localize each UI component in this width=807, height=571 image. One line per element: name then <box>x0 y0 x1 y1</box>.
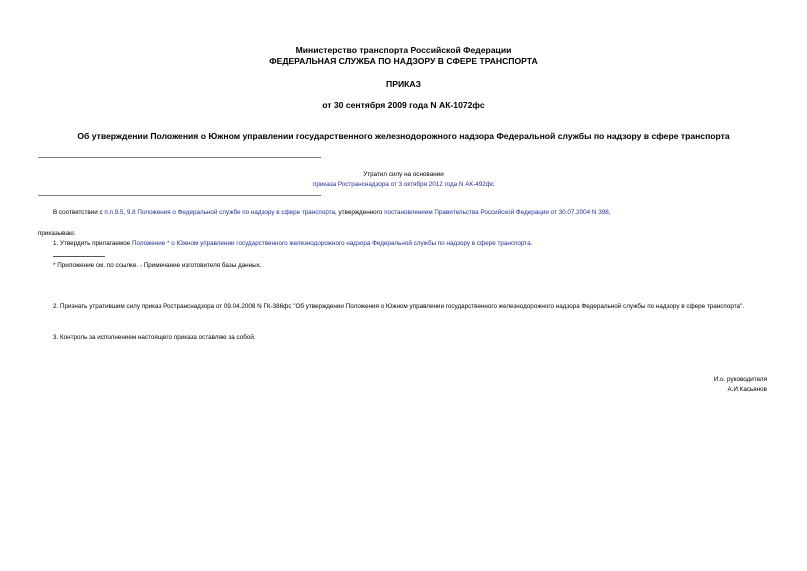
item-1-prefix: 1. Утвердить прилагаемое <box>53 240 132 247</box>
order-word: приказываю: <box>38 230 76 237</box>
regulation-link[interactable]: п.п.9.5, 9.8 Положения о Федеральной службе по надзору в сфере транспорта <box>104 209 336 216</box>
ministry-name: Министерство транспорта Российской Федерации <box>295 45 512 55</box>
preamble-prefix: В соответствии с <box>53 209 105 216</box>
preamble-suffix: , <box>608 209 611 216</box>
item-1 <box>53 239 532 248</box>
item-1-suffix: . <box>530 240 533 247</box>
regulation-appendix-link[interactable]: Положение * о Южном управлении государственного железнодорожного надзора Федеральной службы по надзору в сфере транспорта <box>131 240 531 247</box>
signature-name: А.И.Касьянов <box>727 386 767 393</box>
repeal-order-link[interactable]: приказа Ространснадзора от 3 октября 2012 года N АК-492фс <box>312 181 495 188</box>
item-2: 2. Признать утратившим силу приказ Ространснадзора от 09.04.2008 N ГК-386фс "Об утверждении Положения о Южном управлении государственного железнодорожного надзора Федеральной службы по надзору в сфере транспорта". <box>53 303 744 310</box>
footnote-rule <box>53 256 105 257</box>
document-title: Об утверждении Положения о Южном управлении государственного железнодорожного надзора Федеральной службы по надзору в сфере транспорта <box>77 131 730 141</box>
footnote: * Приложение см. по ссылке. - Примечание изготовителя базы данных. <box>53 262 262 269</box>
status-text: Утратил силу на основании <box>363 171 444 178</box>
divider-bottom <box>38 195 321 196</box>
item-3: 3. Контроль за исполнением настоящего приказа оставляю за собой. <box>53 334 256 341</box>
service-name: ФЕДЕРАЛЬНАЯ СЛУЖБА ПО НАДЗОРУ В СФЕРЕ ТРАНСПОРТА <box>269 56 538 66</box>
preamble-middle: , утвержденного <box>335 209 385 216</box>
government-decree-link[interactable]: постановлением Правительства Российской Федерации от 30.07.2004 N 398 <box>384 209 609 216</box>
signature-position: И.о. руководителя <box>713 376 767 383</box>
document-type: ПРИКАЗ <box>386 79 421 89</box>
divider-top <box>38 157 321 158</box>
preamble-paragraph <box>38 208 774 218</box>
document-date-number: от 30 сентября 2009 года N АК-1072фс <box>322 100 485 110</box>
